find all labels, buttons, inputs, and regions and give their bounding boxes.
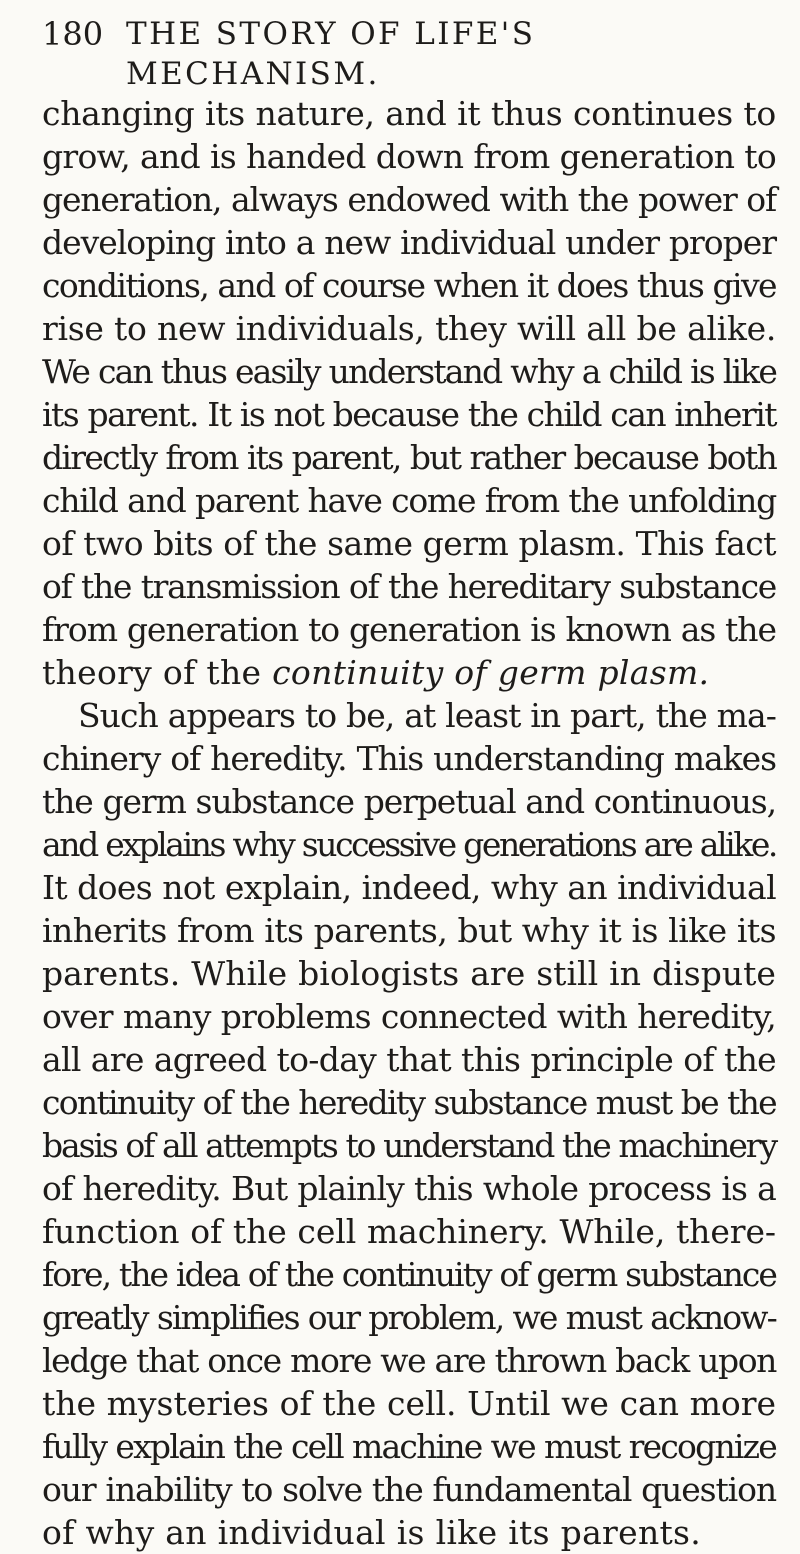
text-line: fully explain the cell machine we must recognize [42, 1427, 776, 1466]
text-line: conditions, and of course when it does thus give [42, 266, 776, 305]
text-line: of the transmission of the hereditary substance [42, 567, 776, 606]
text-line: the mysteries of the cell. Until we can more [42, 1384, 776, 1423]
text-line: rise to new individuals, they will all be alike. [42, 309, 776, 348]
text-line: generation, always endowed with the power of [42, 180, 776, 219]
text-line-theory [42, 651, 776, 694]
text-line: all are agreed to-day that this principle of the [42, 1040, 776, 1079]
text-line: ledge that once more we are thrown back upon [42, 1341, 776, 1380]
text-line: of why an individual is like its parents. [42, 1513, 702, 1552]
text-line: over many problems connected with heredity, [42, 997, 776, 1036]
text-line: chinery of heredity. This understanding makes [42, 739, 776, 778]
text-line: our inability to solve the fundamental question [42, 1470, 776, 1509]
page-number: 180 [42, 15, 104, 53]
text-line: function of the cell machinery. While, there- [42, 1212, 776, 1251]
text-line: the germ substance perpetual and continuous, [42, 782, 776, 821]
text-line: greatly simplifies our problem, we must acknow- [42, 1298, 776, 1337]
text-line: directly from its parent, but rather because both [42, 438, 776, 477]
text-line: We can thus easily understand why a child is like [42, 352, 776, 391]
text-line: from generation to generation is known as the [42, 610, 776, 649]
text-line: of two bits of the same germ plasm. This fact [42, 524, 776, 563]
text-line: Such appears to be, at least in part, the ma- [78, 696, 776, 735]
text-line: developing into a new individual under proper [42, 223, 776, 262]
text-line: child and parent have come from the unfolding [42, 481, 776, 520]
text-line: fore, the idea of the continuity of germ substance [42, 1255, 776, 1294]
text-line: continuity of the heredity substance must be the [42, 1083, 776, 1122]
text-line: It does not explain, indeed, why an individual [42, 868, 776, 907]
theory-italic-term: continuity of germ plasm. [272, 653, 710, 692]
text-line: changing its nature, and it thus continues to [42, 94, 776, 133]
text-line: its parent. It is not because the child can inherit [42, 395, 776, 434]
text-line: grow, and is handed down from generation to [42, 137, 776, 176]
text-line: and explains why successive generations are alike. [42, 825, 776, 864]
body-text [42, 92, 776, 1554]
running-title: THE STORY OF LIFE'S MECHANISM. [126, 16, 536, 92]
text-line: parents. While biologists are still in dispute [42, 954, 776, 993]
text-line: of heredity. But plainly this whole process is a [42, 1169, 776, 1208]
text-line: basis of all attempts to understand the machinery [42, 1126, 776, 1165]
text-line: inherits from its parents, but why it is like its [42, 911, 776, 950]
theory-prefix: theory of the [42, 653, 273, 692]
running-head [42, 14, 782, 92]
